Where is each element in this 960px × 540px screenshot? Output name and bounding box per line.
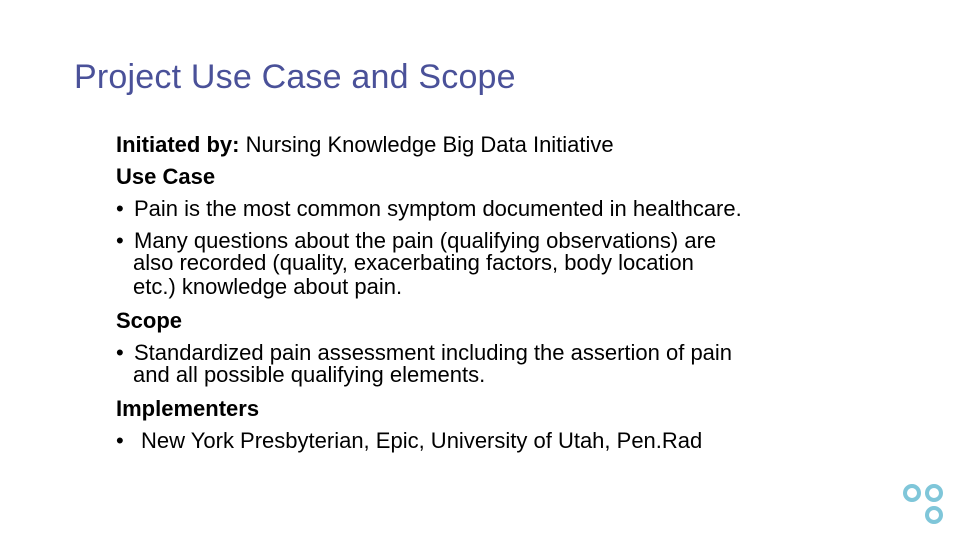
bullet-marker: • [116, 428, 124, 453]
slide-title: Project Use Case and Scope [74, 58, 516, 96]
initiated-by-line [116, 129, 876, 161]
bullet-marker: • [116, 340, 124, 365]
use-case-bullet-1 [116, 193, 876, 225]
use-case-bullet-2-text: Many questions about the pain (qualifying observations) are [134, 228, 717, 253]
initiated-by-label: Initiated by: [116, 132, 240, 157]
bullet-marker: • [116, 228, 124, 253]
use-case-heading: Use Case [116, 164, 216, 189]
scope-bullet-text: Standardized pain assessment including the assertion of pain [134, 340, 733, 365]
scope-bullet-continuation: and all possible qualifying elements. [133, 362, 486, 387]
use-case-bullet-2-continuation-2: etc.) knowledge about pain. [133, 274, 403, 299]
bullet-marker: • [116, 196, 124, 221]
use-case-bullet-2-continuation-1: also recorded (quality, exacerbating factors, body location [133, 250, 694, 275]
implementers-bullet-text: New York Presbyterian, Epic, University of Utah, Pen.Rad [141, 428, 703, 453]
implementers-bullet [116, 425, 876, 457]
scope-heading: Scope [116, 308, 183, 333]
four-circles-logo-icon [902, 483, 946, 527]
slide-content [116, 129, 876, 457]
implementers-heading: Implementers [116, 396, 260, 421]
initiated-by-value: Nursing Knowledge Big Data Initiative [239, 132, 614, 157]
use-case-bullet-1-text: Pain is the most common symptom documented in healthcare. [134, 196, 742, 221]
